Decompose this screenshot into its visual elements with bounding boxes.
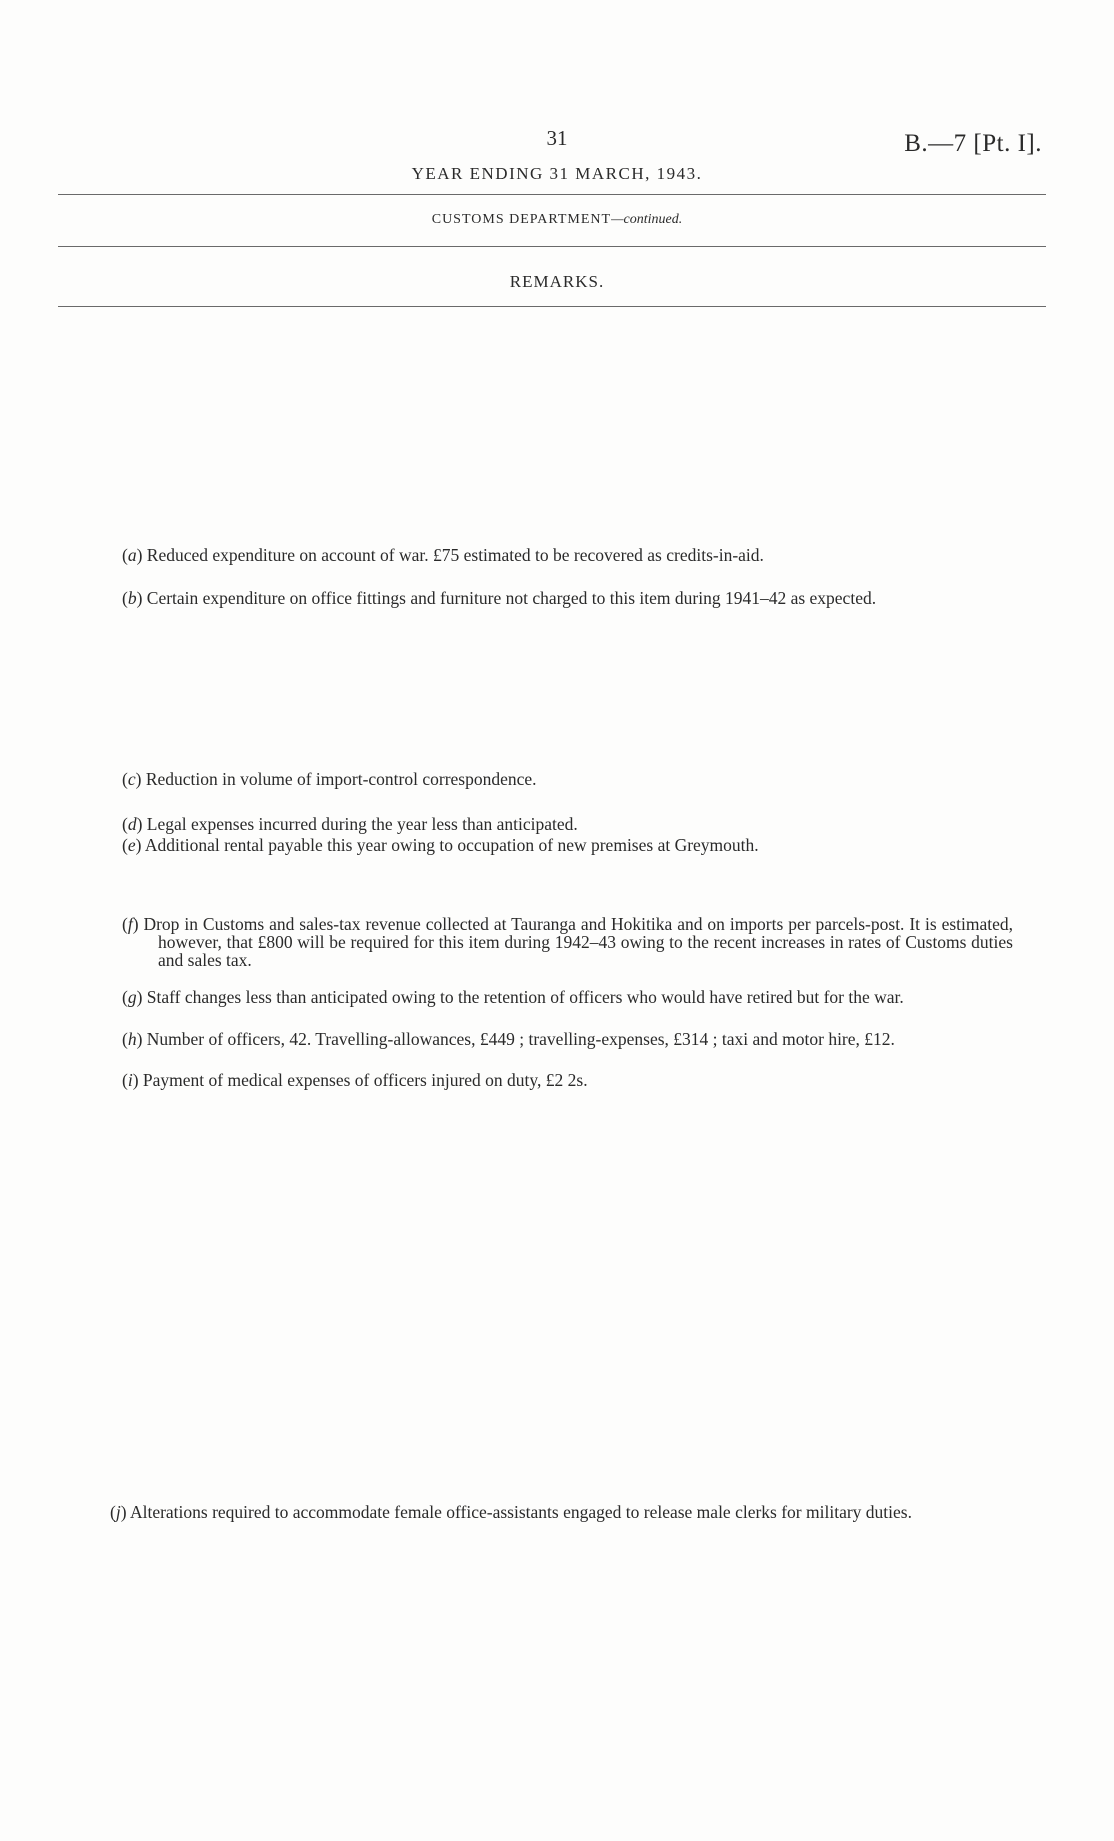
remark-label: (h) (122, 1029, 143, 1049)
remark-h (122, 1030, 1013, 1048)
remark-label: (f) (122, 914, 139, 934)
remark-b (122, 589, 1013, 607)
remark-label: (j) (110, 1502, 127, 1522)
remarks-rule (58, 306, 1046, 307)
department-continued: —continued. (611, 212, 683, 227)
department-heading (0, 212, 1114, 228)
remarks-heading: REMARKS. (509, 272, 605, 291)
remark-f (122, 915, 1013, 969)
document-reference: B.—7 [Pt. I]. (904, 130, 1042, 157)
remark-text: Drop in Customs and sales-tax revenue collected at Tauranga and Hokitika and on imports per parcels-post. It is estimated, however, that £800 will be required for this item during 1942–43 owing to the recent increases in rates of Customs duties and sales tax. (143, 914, 1014, 970)
department-rule (58, 246, 1046, 247)
remark-e (122, 836, 1013, 854)
remark-label: (c) (122, 769, 142, 789)
remark-c (122, 770, 1013, 788)
remark-text: Staff changes less than anticipated owing to the retention of officers who would have retired but for the war. (146, 987, 904, 1007)
remark-text: Reduction in volume of import-control correspondence. (145, 769, 537, 789)
remark-text: Additional rental payable this year owing to occupation of new premises at Greymouth. (144, 835, 759, 855)
remark-text: Payment of medical expenses of officers injured on duty, £2 2s. (142, 1070, 588, 1090)
remark-g (122, 988, 1013, 1006)
remark-j (110, 1503, 1002, 1521)
remark-label: (a) (122, 545, 143, 565)
remark-text: Reduced expenditure on account of war. £75 estimated to be recovered as credits-in-aid. (146, 545, 764, 565)
page-number: 31 (546, 126, 568, 150)
remark-label: (d) (122, 814, 143, 834)
remark-text: Certain expenditure on office fittings and furniture not charged to this item during 1941–42 as expected. (146, 588, 877, 608)
remark-text: Alterations required to accommodate female office-assistants engaged to release male clerks for military duties. (129, 1502, 912, 1522)
top-rule (58, 194, 1046, 195)
remark-text: Legal expenses incurred during the year less than anticipated. (146, 814, 578, 834)
department-name: CUSTOMS DEPARTMENT (431, 212, 612, 227)
remark-d (122, 815, 1013, 833)
remark-i (122, 1071, 1013, 1089)
remark-label: (b) (122, 588, 143, 608)
remark-label: (g) (122, 987, 143, 1007)
remark-label: (e) (122, 835, 142, 855)
remark-label: (i) (122, 1070, 139, 1090)
remark-text: Number of officers, 42. Travelling-allowances, £449 ; travelling-expenses, £314 ; taxi and motor hire, £12. (146, 1029, 895, 1049)
year-heading: YEAR ENDING 31 MARCH, 1943. (411, 164, 703, 183)
remark-a (122, 546, 1013, 564)
